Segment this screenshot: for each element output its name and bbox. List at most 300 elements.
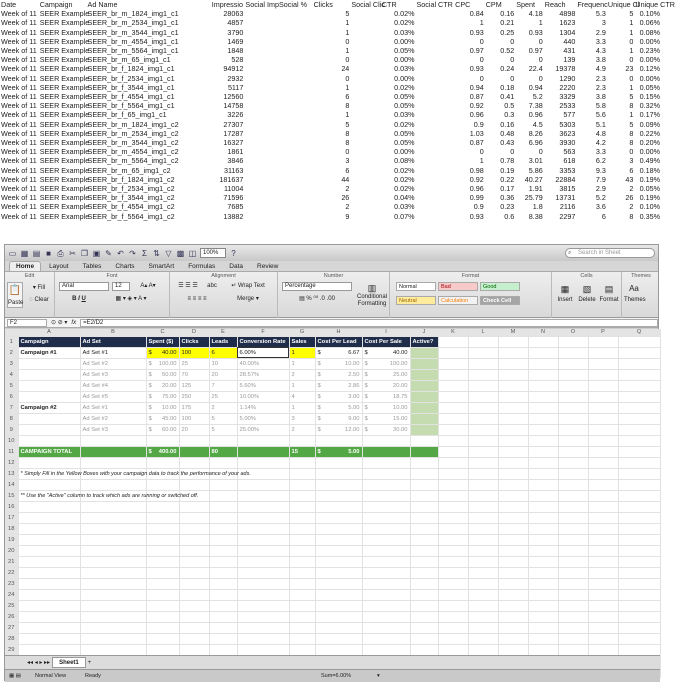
cost-per-lead-cell[interactable]	[315, 413, 362, 424]
empty-cell[interactable]	[80, 501, 146, 512]
clicks-cell[interactable]: 20	[179, 424, 209, 435]
active-cell[interactable]	[410, 369, 438, 380]
sales-cell[interactable]: 4	[289, 391, 315, 402]
sales-cell[interactable]: 1	[289, 358, 315, 369]
conditional-formatting-button[interactable]: ▥ Conditional Formatting	[356, 283, 388, 307]
column-header-m[interactable]: M	[498, 329, 528, 336]
empty-cell[interactable]	[237, 523, 289, 534]
align-buttons[interactable]: ☰ ☰ ☰	[178, 283, 198, 289]
empty-cell[interactable]	[209, 490, 237, 501]
empty-cell[interactable]	[146, 534, 179, 545]
column-header-q[interactable]: Q	[618, 329, 660, 336]
empty-cell[interactable]	[410, 622, 438, 633]
empty-cell[interactable]	[558, 512, 588, 523]
empty-cell[interactable]	[588, 413, 618, 424]
empty-cell[interactable]	[498, 644, 528, 655]
paste-icon[interactable]: ▣	[92, 248, 101, 258]
column-header-g[interactable]: G	[289, 329, 315, 336]
empty-cell[interactable]	[438, 336, 468, 347]
empty-cell[interactable]	[588, 435, 618, 446]
empty-cell[interactable]	[558, 490, 588, 501]
cost-per-lead-cell[interactable]	[315, 424, 362, 435]
filter-icon[interactable]: ▽	[165, 248, 172, 258]
sheet-tab-sheet1[interactable]: Sheet1	[52, 657, 86, 668]
empty-cell[interactable]	[410, 501, 438, 512]
leads-cell[interactable]: 5	[209, 413, 237, 424]
empty-cell[interactable]	[209, 545, 237, 556]
zoom-select[interactable]: 100%	[200, 248, 226, 258]
campaign-cell[interactable]: Campaign #1	[18, 347, 80, 358]
empty-cell[interactable]	[18, 545, 80, 556]
total-cpl-cell[interactable]	[315, 446, 362, 457]
empty-cell[interactable]	[558, 523, 588, 534]
sheet-header-cell[interactable]: Leads	[209, 336, 237, 347]
empty-cell[interactable]	[18, 589, 80, 600]
empty-cell[interactable]	[289, 611, 315, 622]
empty-cell[interactable]	[498, 413, 528, 424]
sheet-header-cell[interactable]: Clicks	[179, 336, 209, 347]
row-header[interactable]: 1	[5, 336, 18, 347]
empty-cell[interactable]	[362, 622, 410, 633]
column-header-f[interactable]: F	[237, 329, 289, 336]
empty-cell[interactable]	[528, 600, 558, 611]
empty-cell[interactable]	[618, 611, 660, 622]
empty-cell[interactable]	[468, 446, 498, 457]
column-header-j[interactable]: J	[410, 329, 438, 336]
sheet-header-cell[interactable]: Conversion Rate	[237, 336, 289, 347]
leads-cell[interactable]: 6	[209, 347, 237, 358]
sales-cell[interactable]: 1	[289, 402, 315, 413]
empty-cell[interactable]	[468, 556, 498, 567]
conversion-rate-cell[interactable]: 40.00%	[237, 358, 289, 369]
empty-cell[interactable]	[618, 446, 660, 457]
empty-cell[interactable]	[362, 490, 410, 501]
empty-cell[interactable]	[146, 644, 179, 655]
empty-cell[interactable]	[618, 380, 660, 391]
empty-cell[interactable]	[498, 347, 528, 358]
empty-cell[interactable]	[315, 479, 362, 490]
empty-cell[interactable]	[315, 534, 362, 545]
row-header[interactable]: 21	[5, 556, 18, 567]
spent-cell[interactable]	[146, 391, 179, 402]
view-buttons-icon[interactable]: ▦ ▤	[9, 673, 21, 679]
empty-cell[interactable]	[237, 501, 289, 512]
empty-cell[interactable]	[289, 457, 315, 468]
empty-cell[interactable]	[438, 501, 468, 512]
empty-cell[interactable]	[528, 611, 558, 622]
empty-cell[interactable]	[18, 567, 80, 578]
row-header[interactable]: 12	[5, 457, 18, 468]
empty-cell[interactable]	[438, 589, 468, 600]
empty-cell[interactable]	[468, 611, 498, 622]
empty-cell[interactable]	[289, 622, 315, 633]
cost-per-sale-cell[interactable]	[362, 402, 410, 413]
gallery-icon[interactable]: ▩	[176, 248, 185, 258]
clicks-cell[interactable]: 100	[179, 413, 209, 424]
spent-cell[interactable]	[146, 358, 179, 369]
empty-cell[interactable]	[588, 457, 618, 468]
empty-cell[interactable]	[558, 633, 588, 644]
empty-cell[interactable]	[315, 457, 362, 468]
empty-cell[interactable]	[237, 512, 289, 523]
empty-cell[interactable]	[498, 534, 528, 545]
row-header[interactable]: 24	[5, 589, 18, 600]
empty-cell[interactable]	[289, 567, 315, 578]
number-style-buttons[interactable]: ▤ % ⁰⁰ .0 .00	[299, 296, 335, 302]
empty-cell[interactable]	[315, 556, 362, 567]
empty-cell[interactable]	[558, 347, 588, 358]
empty-cell[interactable]	[468, 424, 498, 435]
empty-cell[interactable]	[315, 435, 362, 446]
empty-cell[interactable]	[289, 490, 315, 501]
row-header[interactable]: 19	[5, 534, 18, 545]
row-header[interactable]: 22	[5, 567, 18, 578]
empty-cell[interactable]	[468, 358, 498, 369]
empty-cell[interactable]	[80, 534, 146, 545]
empty-cell[interactable]	[410, 567, 438, 578]
style-normal[interactable]: Normal	[396, 282, 436, 291]
empty-cell[interactable]	[558, 391, 588, 402]
empty-cell[interactable]	[146, 479, 179, 490]
empty-cell[interactable]	[528, 622, 558, 633]
empty-cell[interactable]	[410, 644, 438, 655]
empty-cell[interactable]	[18, 479, 80, 490]
empty-cell[interactable]	[618, 578, 660, 589]
empty-cell[interactable]	[209, 556, 237, 567]
sales-cell[interactable]: 1	[289, 380, 315, 391]
empty-cell[interactable]	[80, 611, 146, 622]
empty-cell[interactable]	[558, 435, 588, 446]
empty-cell[interactable]	[618, 490, 660, 501]
empty-cell[interactable]	[362, 523, 410, 534]
sales-cell[interactable]: 2	[289, 369, 315, 380]
row-header[interactable]: 15	[5, 490, 18, 501]
sheet-header-cell[interactable]: Active?	[410, 336, 438, 347]
empty-cell[interactable]	[289, 633, 315, 644]
formula-input[interactable]: =E2/D2	[80, 319, 658, 327]
empty-cell[interactable]	[18, 600, 80, 611]
empty-cell[interactable]	[468, 644, 498, 655]
empty-cell[interactable]	[588, 633, 618, 644]
style-bad[interactable]: Bad	[438, 282, 478, 291]
empty-cell[interactable]	[410, 534, 438, 545]
empty-cell[interactable]	[237, 633, 289, 644]
empty-cell[interactable]	[146, 457, 179, 468]
empty-cell[interactable]	[146, 578, 179, 589]
empty-cell[interactable]	[498, 589, 528, 600]
row-header[interactable]: 2	[5, 347, 18, 358]
empty-cell[interactable]	[80, 479, 146, 490]
empty-cell[interactable]	[588, 468, 618, 479]
empty-cell[interactable]	[80, 545, 146, 556]
empty-cell[interactable]	[528, 534, 558, 545]
empty-cell[interactable]	[179, 611, 209, 622]
empty-cell[interactable]	[179, 523, 209, 534]
column-header-a[interactable]: A	[18, 329, 80, 336]
empty-cell[interactable]	[438, 534, 468, 545]
empty-cell[interactable]	[588, 391, 618, 402]
empty-cell[interactable]	[468, 567, 498, 578]
leads-cell[interactable]: 2	[209, 402, 237, 413]
empty-cell[interactable]	[588, 644, 618, 655]
cut-icon[interactable]: ✂	[69, 248, 76, 258]
empty-cell[interactable]	[498, 391, 528, 402]
border-color-buttons[interactable]: ▦ ▾ ◈ ▾ A ▾	[115, 296, 147, 302]
conversion-rate-cell[interactable]: 5.00%	[237, 413, 289, 424]
empty-cell[interactable]	[528, 578, 558, 589]
empty-cell[interactable]	[558, 336, 588, 347]
empty-cell[interactable]	[179, 479, 209, 490]
spent-cell[interactable]	[146, 347, 179, 358]
empty-cell[interactable]	[468, 336, 498, 347]
empty-cell[interactable]	[438, 600, 468, 611]
empty-cell[interactable]	[438, 413, 468, 424]
empty-cell[interactable]	[438, 369, 468, 380]
empty-cell[interactable]	[528, 402, 558, 413]
empty-cell[interactable]	[179, 435, 209, 446]
empty-cell[interactable]	[18, 644, 80, 655]
empty-cell[interactable]	[468, 578, 498, 589]
empty-cell[interactable]	[528, 446, 558, 457]
empty-cell[interactable]	[558, 611, 588, 622]
empty-cell[interactable]	[315, 633, 362, 644]
empty-cell[interactable]	[179, 622, 209, 633]
empty-cell[interactable]	[438, 391, 468, 402]
empty-cell[interactable]	[498, 369, 528, 380]
empty-cell[interactable]	[528, 380, 558, 391]
tab-charts[interactable]: Charts	[115, 263, 135, 270]
empty-cell[interactable]	[18, 523, 80, 534]
empty-cell[interactable]	[410, 523, 438, 534]
empty-cell[interactable]	[362, 501, 410, 512]
row-header[interactable]: 5	[5, 380, 18, 391]
sort-icon[interactable]: ⇅	[153, 248, 160, 258]
empty-cell[interactable]	[498, 578, 528, 589]
sales-cell[interactable]: 1	[289, 347, 315, 358]
empty-cell[interactable]	[80, 556, 146, 567]
empty-cell[interactable]	[558, 446, 588, 457]
empty-cell[interactable]	[315, 501, 362, 512]
empty-cell[interactable]	[438, 567, 468, 578]
empty-cell[interactable]	[362, 611, 410, 622]
empty-cell[interactable]	[80, 523, 146, 534]
tab-layout[interactable]: Layout	[49, 263, 69, 270]
empty-cell[interactable]	[80, 644, 146, 655]
empty-cell[interactable]	[468, 369, 498, 380]
empty-cell[interactable]	[588, 479, 618, 490]
empty-cell[interactable]	[179, 578, 209, 589]
empty-cell[interactable]	[528, 413, 558, 424]
clicks-cell[interactable]: 175	[179, 402, 209, 413]
empty-cell[interactable]	[179, 600, 209, 611]
empty-cell[interactable]	[588, 380, 618, 391]
spreadsheet-grid[interactable]	[5, 329, 660, 655]
empty-cell[interactable]	[179, 644, 209, 655]
undo-icon[interactable]: ↶	[117, 248, 124, 258]
empty-cell[interactable]	[588, 512, 618, 523]
empty-cell[interactable]	[289, 435, 315, 446]
adset-cell[interactable]: Ad Set #1	[80, 402, 146, 413]
cost-per-lead-cell[interactable]	[315, 391, 362, 402]
total-blank[interactable]	[80, 446, 146, 457]
empty-cell[interactable]	[362, 589, 410, 600]
empty-cell[interactable]	[179, 545, 209, 556]
empty-cell[interactable]	[179, 534, 209, 545]
spent-cell[interactable]	[146, 369, 179, 380]
empty-cell[interactable]	[237, 435, 289, 446]
empty-cell[interactable]	[468, 622, 498, 633]
empty-cell[interactable]	[237, 479, 289, 490]
cost-per-sale-cell[interactable]	[362, 380, 410, 391]
leads-cell[interactable]: 7	[209, 380, 237, 391]
cost-per-sale-cell[interactable]	[362, 413, 410, 424]
row-header[interactable]: 4	[5, 369, 18, 380]
empty-cell[interactable]	[209, 600, 237, 611]
empty-cell[interactable]	[528, 347, 558, 358]
clicks-cell[interactable]: 100	[179, 347, 209, 358]
spent-cell[interactable]	[146, 413, 179, 424]
empty-cell[interactable]	[588, 622, 618, 633]
column-header-b[interactable]: B	[80, 329, 146, 336]
cost-per-sale-cell[interactable]	[362, 369, 410, 380]
total-label-cell[interactable]: CAMPAIGN TOTAL	[18, 446, 80, 457]
spent-cell[interactable]	[146, 380, 179, 391]
wrap-text-button[interactable]: ↵ Wrap Text	[231, 283, 265, 289]
leads-cell[interactable]: 25	[209, 391, 237, 402]
empty-cell[interactable]	[528, 512, 558, 523]
empty-cell[interactable]	[209, 479, 237, 490]
empty-cell[interactable]	[618, 633, 660, 644]
adset-cell[interactable]: Ad Set #1	[80, 347, 146, 358]
font-name-select[interactable]: Arial	[59, 282, 109, 291]
empty-cell[interactable]	[588, 545, 618, 556]
empty-cell[interactable]	[410, 578, 438, 589]
empty-cell[interactable]	[146, 556, 179, 567]
empty-cell[interactable]	[209, 589, 237, 600]
empty-cell[interactable]	[410, 435, 438, 446]
conversion-rate-cell[interactable]: 28.57%	[237, 369, 289, 380]
active-cell[interactable]	[410, 380, 438, 391]
empty-cell[interactable]	[498, 424, 528, 435]
total-leads-cell[interactable]: 80	[209, 446, 237, 457]
empty-cell[interactable]	[528, 336, 558, 347]
empty-cell[interactable]	[588, 578, 618, 589]
row-header[interactable]: 29	[5, 644, 18, 655]
empty-cell[interactable]	[558, 578, 588, 589]
empty-cell[interactable]	[80, 578, 146, 589]
insert-button[interactable]: ▦ Insert	[554, 282, 576, 304]
delete-button[interactable]: ▧ Delete	[576, 282, 598, 304]
empty-cell[interactable]	[237, 644, 289, 655]
empty-cell[interactable]	[468, 391, 498, 402]
tab-data[interactable]: Data	[229, 263, 244, 270]
empty-cell[interactable]	[498, 479, 528, 490]
font-size-select[interactable]: 12	[112, 282, 130, 291]
total-spent-cell[interactable]	[146, 446, 179, 457]
empty-cell[interactable]	[618, 369, 660, 380]
empty-cell[interactable]	[468, 479, 498, 490]
empty-cell[interactable]	[438, 556, 468, 567]
row-header[interactable]: 20	[5, 545, 18, 556]
empty-cell[interactable]	[289, 512, 315, 523]
empty-cell[interactable]	[438, 490, 468, 501]
empty-cell[interactable]	[438, 633, 468, 644]
empty-cell[interactable]	[588, 600, 618, 611]
empty-cell[interactable]	[237, 556, 289, 567]
formula-tools-icon[interactable]: ⊙ ⊘ ▾	[51, 320, 68, 326]
cost-per-lead-cell[interactable]	[315, 369, 362, 380]
campaign-cell[interactable]	[18, 413, 80, 424]
row-header[interactable]: 28	[5, 633, 18, 644]
campaign-cell[interactable]	[18, 391, 80, 402]
empty-cell[interactable]	[528, 644, 558, 655]
row-header[interactable]: 7	[5, 402, 18, 413]
row-header[interactable]: 13	[5, 468, 18, 479]
new-icon[interactable]: ▭	[8, 248, 17, 258]
empty-cell[interactable]	[468, 468, 498, 479]
empty-cell[interactable]	[18, 512, 80, 523]
conversion-rate-cell[interactable]: 1.14%	[237, 402, 289, 413]
empty-cell[interactable]	[618, 644, 660, 655]
paste-button[interactable]: 📋 Paste	[7, 282, 23, 308]
cost-per-sale-cell[interactable]	[362, 391, 410, 402]
empty-cell[interactable]	[498, 501, 528, 512]
empty-cell[interactable]	[528, 424, 558, 435]
empty-cell[interactable]	[18, 457, 80, 468]
empty-cell[interactable]	[618, 435, 660, 446]
fx-icon[interactable]: fx	[71, 319, 77, 326]
empty-cell[interactable]	[146, 435, 179, 446]
empty-cell[interactable]	[558, 501, 588, 512]
empty-cell[interactable]	[362, 435, 410, 446]
tab-review[interactable]: Review	[257, 263, 279, 270]
copy-icon[interactable]: ❐	[80, 248, 89, 258]
column-header-l[interactable]: L	[468, 329, 498, 336]
empty-cell[interactable]	[237, 578, 289, 589]
empty-cell[interactable]	[438, 347, 468, 358]
empty-cell[interactable]	[362, 600, 410, 611]
empty-cell[interactable]	[179, 501, 209, 512]
adset-cell[interactable]: Ad Set #3	[80, 424, 146, 435]
row-header[interactable]: 26	[5, 611, 18, 622]
campaign-cell[interactable]	[18, 380, 80, 391]
empty-cell[interactable]	[237, 545, 289, 556]
empty-cell[interactable]	[558, 402, 588, 413]
empty-cell[interactable]	[438, 424, 468, 435]
empty-cell[interactable]	[618, 589, 660, 600]
empty-cell[interactable]	[315, 644, 362, 655]
empty-cell[interactable]	[558, 413, 588, 424]
empty-cell[interactable]	[179, 512, 209, 523]
empty-cell[interactable]	[498, 633, 528, 644]
empty-cell[interactable]	[209, 501, 237, 512]
empty-cell[interactable]	[209, 633, 237, 644]
empty-cell[interactable]	[438, 457, 468, 468]
empty-cell[interactable]	[588, 534, 618, 545]
active-cell[interactable]	[410, 358, 438, 369]
empty-cell[interactable]	[528, 391, 558, 402]
empty-cell[interactable]	[146, 600, 179, 611]
sheet-nav-icon[interactable]: ◂◂ ◂ ▸ ▸▸	[27, 660, 51, 666]
empty-cell[interactable]	[146, 567, 179, 578]
empty-cell[interactable]	[438, 380, 468, 391]
empty-cell[interactable]	[618, 567, 660, 578]
clicks-cell[interactable]: 125	[179, 380, 209, 391]
templates-icon[interactable]: ▦	[20, 248, 29, 258]
clear-button[interactable]: ◌ Clear	[29, 297, 49, 303]
empty-cell[interactable]	[498, 622, 528, 633]
empty-cell[interactable]	[209, 534, 237, 545]
